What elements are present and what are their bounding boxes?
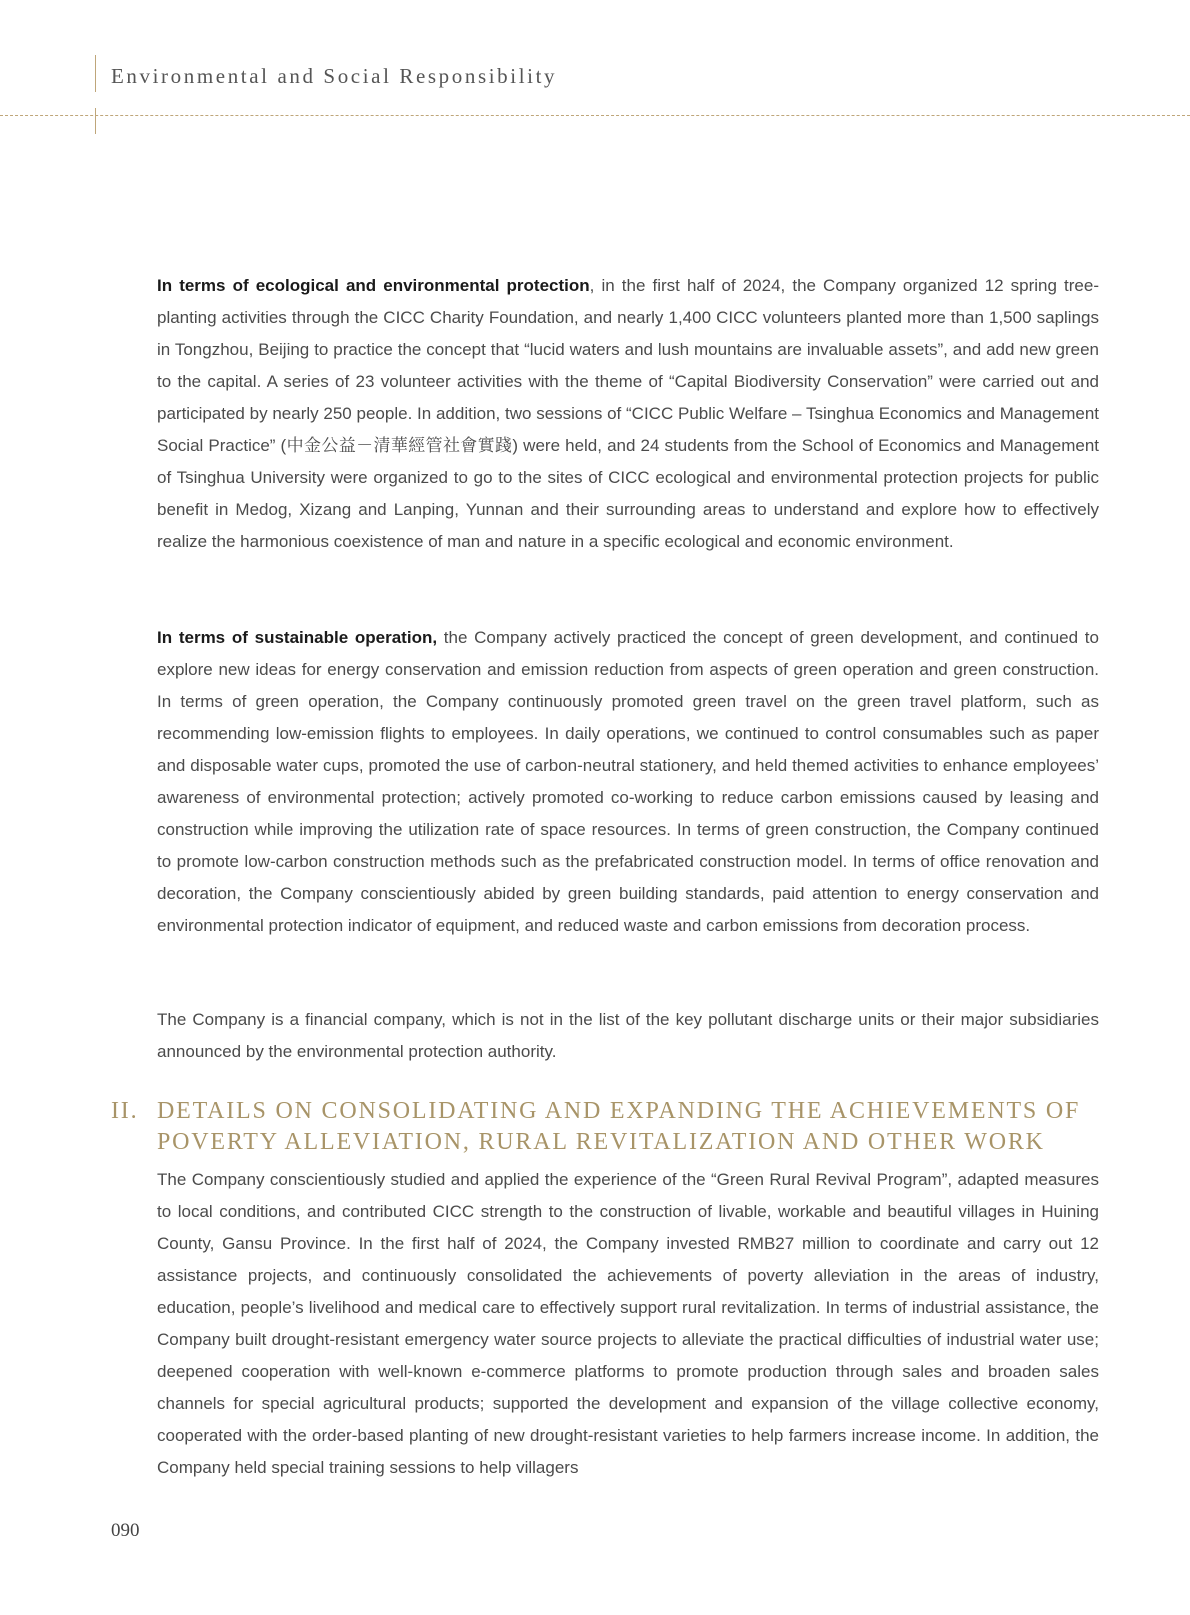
page-number: 090	[111, 1520, 140, 1541]
paragraph-lead-ecological: In terms of ecological and environmental protection	[157, 276, 590, 295]
paragraph-text-sustainable: the Company actively practiced the concept of green development, and continued to explore new ideas for energy conservation and emission reduction from aspects of green operation and green construction. In terms of green operation, the Company continuously promoted green travel on the green travel platform, such as recommending low-emission flights to employees. In daily operations, we continued to control consumables such as paper and disposable water cups, promoted the use of carbon-neutral stationery, and held themed activities to enhance employees’ awareness of environmental protection; actively promoted co-working to reduce carbon emissions caused by leasing and construction while improving the utilization rate of space resources. In terms of green construction, the Company continued to promote low-carbon construction methods such as the prefabricated construction model. In terms of office renovation and decoration, the Company conscientiously abided by green building standards, paid attention to energy conservation and environmental protection indicator of equipment, and reduced waste and carbon emissions from decoration process.	[157, 628, 1099, 935]
running-header-title: Environmental and Social Responsibility	[111, 64, 558, 88]
paragraph-text-financial-company: The Company is a financial company, which is not in the list of the key pollutant discharge units or their major subsidiaries announced by the environmental protection authority.	[157, 1010, 1099, 1061]
paragraph-text-ecological: , in the first half of 2024, the Company organized 12 spring tree-planting activities through the CICC Charity Foundation, and nearly 1,400 CICC volunteers planted more than 1,500 saplings in Tongzhou, Beijing to practice the concept that “lucid waters and lush mountains are invaluable assets”, and add new green to the capital. A series of 23 volunteer activities with the theme of “Capital Biodiversity Conservation” were carried out and participated by nearly 250 people. In addition, two sessions of “CICC Public Welfare – Tsinghua Economics and Management Social Practice” (中金公益－清華經管社會實踐) were held, and 24 students from the School of Economics and Management of Tsinghua University were organized to go to the sites of CICC ecological and environmental protection projects for public benefit in Medog, Xizang and Lanping, Yunnan and their surrounding areas to understand and explore how to effectively realize the harmonious coexistence of man and nature in a specific ecological and economic environment.	[157, 276, 1099, 551]
section-heading	[111, 1096, 1101, 1158]
header-dashed-rule	[0, 115, 1190, 116]
section-title: DETAILS ON CONSOLIDATING AND EXPANDING THE ACHIEVEMENTS OF POVERTY ALLEVIATION, RURAL REVITALIZATION AND OTHER WORK	[157, 1098, 1081, 1155]
section-number: II.	[111, 1098, 139, 1124]
paragraph-lead-sustainable: In terms of sustainable operation,	[157, 628, 438, 647]
paragraph-rural-revitalization	[157, 1164, 1099, 1484]
paragraph-ecological-protection	[157, 270, 1099, 558]
header-vertical-rule-bottom	[95, 108, 96, 134]
header-vertical-rule-top	[95, 55, 96, 92]
paragraph-sustainable-operation	[157, 622, 1099, 942]
paragraph-text-rural-revitalization: The Company conscientiously studied and applied the experience of the “Green Rural Revival Program”, adapted measures to local conditions, and contributed CICC strength to the construction of livable, workable and beautiful villages in Huining County, Gansu Province. In the first half of 2024, the Company invested RMB27 million to coordinate and carry out 12 assistance projects, and continuously consolidated the achievements of poverty alleviation in the areas of industry, education, people’s livelihood and medical care to effectively support rural revitalization. In terms of industrial assistance, the Company built drought-resistant emergency water source projects to alleviate the practical difficulties of industrial water use; deepened cooperation with well-known e-commerce platforms to promote production through sales and broaden sales channels for special agricultural products; supported the development and expansion of the village collective economy, cooperated with the order-based planting of new drought-resistant varieties to help farmers increase income. In addition, the Company held special training sessions to help villagers	[157, 1170, 1099, 1477]
paragraph-financial-company	[157, 1004, 1099, 1068]
